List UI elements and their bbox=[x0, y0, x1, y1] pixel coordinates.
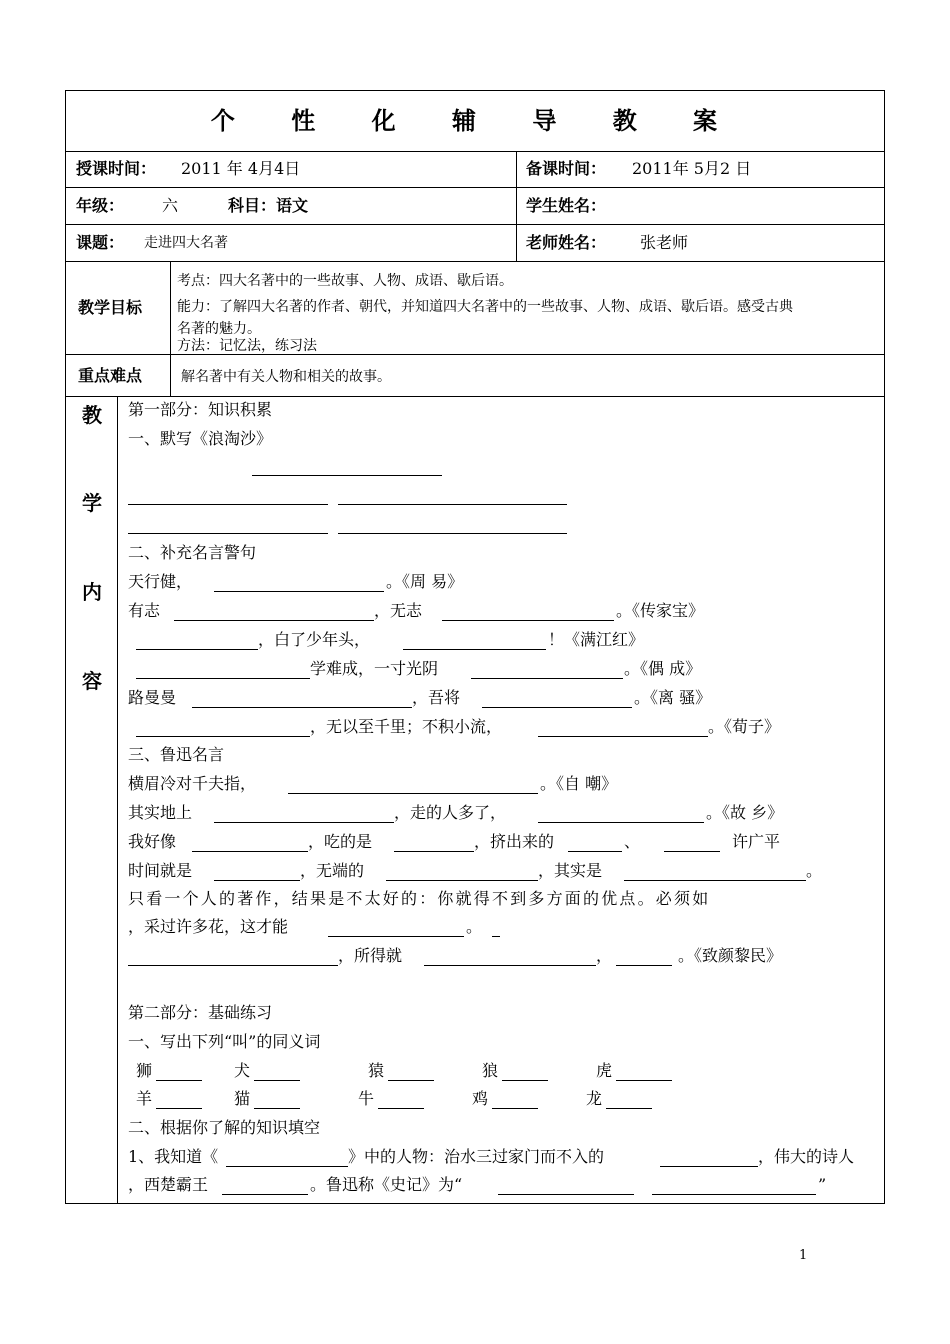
answer-blank bbox=[288, 793, 538, 794]
fill-text: 1、我知道《 bbox=[128, 1147, 219, 1166]
student-name-label: 学生姓名： bbox=[526, 196, 607, 215]
quote-source: 。《致颜黎民》 bbox=[678, 946, 783, 965]
answer-blank bbox=[128, 504, 328, 505]
answer-blank bbox=[174, 620, 374, 621]
answer-blank bbox=[606, 1108, 652, 1109]
answer-blank bbox=[192, 851, 308, 852]
quote-text: ，无志 bbox=[374, 601, 423, 620]
teach-time-label: 授课时间： bbox=[76, 159, 157, 178]
quote-text: ，吾将 bbox=[412, 688, 461, 707]
answer-blank bbox=[222, 1194, 308, 1195]
animal-label: 牛 bbox=[358, 1089, 375, 1108]
question-title: 一、写出下列“叫”的同义词 bbox=[128, 1032, 321, 1051]
prep-time-value: 2011年 5月2 日 bbox=[632, 159, 752, 178]
answer-blank bbox=[254, 1080, 300, 1081]
quote-source: 。《偶 成》 bbox=[624, 659, 702, 678]
answer-blank bbox=[378, 1108, 424, 1109]
prep-time-label: 备课时间： bbox=[526, 159, 607, 178]
answer-blank bbox=[128, 533, 328, 534]
quote-source: 。《荀子》 bbox=[708, 717, 781, 736]
row-divider bbox=[66, 396, 884, 397]
animal-label: 犬 bbox=[234, 1061, 251, 1080]
quote-text: ，走的人多了， bbox=[394, 803, 507, 822]
quote-text: 我好像 bbox=[128, 832, 177, 851]
quote-text: 只看一个人的著作，结果是不太好的：你就得不到多方面的优点。必须如 bbox=[128, 889, 711, 908]
lesson-plan-table bbox=[65, 90, 885, 1204]
goals-line: 考点：四大名著中的一些故事、人物、成语、歇后语。 bbox=[177, 273, 513, 289]
animal-label: 龙 bbox=[586, 1089, 603, 1108]
quote-text: 横眉冷对千夫指， bbox=[128, 774, 257, 793]
answer-blank bbox=[386, 880, 538, 881]
quote-text: ，所得就 bbox=[338, 946, 403, 965]
topic-value: 走进四大名著 bbox=[144, 235, 228, 251]
quote-text: 。 bbox=[466, 917, 483, 936]
goals-line: 方法：记忆法，练习法 bbox=[177, 338, 317, 354]
quote-text: ，无端的 bbox=[300, 861, 365, 880]
quote-source: 。《自 嘲》 bbox=[540, 774, 618, 793]
answer-blank bbox=[338, 533, 567, 534]
question-title: 二、根据你了解的知识填空 bbox=[128, 1118, 321, 1137]
answer-blank bbox=[156, 1108, 202, 1109]
row-divider bbox=[66, 151, 884, 152]
grade-label: 年级： bbox=[76, 196, 125, 215]
answer-blank bbox=[482, 707, 632, 708]
answer-blank bbox=[538, 736, 708, 737]
subject-label: 科目：语文 bbox=[228, 196, 309, 215]
goals-line: 能力：了解四大名著的作者、朝代，并知道四大名著中的一些故事、人物、成语、歇后语。感受古典 bbox=[177, 299, 793, 315]
animal-label: 羊 bbox=[136, 1089, 153, 1108]
column-divider bbox=[117, 396, 118, 1203]
teacher-name-value: 张老师 bbox=[640, 233, 689, 252]
quote-text: 时间就是 bbox=[128, 861, 193, 880]
answer-blank bbox=[156, 1080, 202, 1081]
teacher-name-label: 老师姓名： bbox=[526, 233, 607, 252]
quote-text: ， bbox=[596, 946, 613, 965]
quote-text: ，无以至千里；不积小流， bbox=[310, 717, 503, 736]
part2-title: 第二部分：基础练习 bbox=[128, 1003, 273, 1022]
quote-source: 。《周 易》 bbox=[386, 572, 464, 591]
question-title: 二、补充名言警句 bbox=[128, 543, 257, 562]
topic-label: 课题： bbox=[76, 233, 125, 252]
answer-blank bbox=[538, 822, 704, 823]
column-divider bbox=[170, 261, 171, 396]
row-divider bbox=[66, 187, 884, 188]
answer-blank bbox=[394, 851, 474, 852]
fill-text: 》中的人物：治水三过家门而不入的 bbox=[348, 1147, 605, 1166]
answer-blank bbox=[616, 965, 672, 966]
teach-time-value: 2011 年 4月4日 bbox=[181, 159, 301, 178]
part1-title: 第一部分：知识积累 bbox=[128, 400, 273, 419]
answer-blank bbox=[252, 475, 442, 476]
row-divider bbox=[66, 261, 884, 262]
fill-text: ” bbox=[818, 1175, 827, 1194]
animal-label: 猫 bbox=[234, 1089, 251, 1108]
goals-line: 名著的魅力。 bbox=[177, 321, 261, 337]
answer-blank bbox=[492, 1108, 538, 1109]
quote-source: 。《故 乡》 bbox=[706, 803, 784, 822]
answer-blank bbox=[664, 851, 720, 852]
answer-blank bbox=[338, 504, 567, 505]
answer-blank bbox=[498, 1194, 634, 1195]
animal-label: 猿 bbox=[368, 1061, 385, 1080]
animal-label: 鸡 bbox=[472, 1089, 489, 1108]
animal-label: 狮 bbox=[136, 1061, 153, 1080]
quote-text: 路曼曼 bbox=[128, 688, 177, 707]
question-title: 三、鲁迅名言 bbox=[128, 745, 225, 764]
answer-blank bbox=[254, 1108, 300, 1109]
page-number: 1 bbox=[799, 1248, 808, 1263]
quote-source: ！《满江红》 bbox=[548, 630, 645, 649]
quote-text: 天行健， bbox=[128, 572, 193, 591]
answer-blank bbox=[328, 936, 464, 937]
animal-label: 虎 bbox=[596, 1061, 613, 1080]
answer-blank bbox=[424, 965, 596, 966]
answer-blank bbox=[624, 880, 806, 881]
answer-blank bbox=[136, 736, 310, 737]
answer-blank bbox=[128, 965, 338, 966]
animal-label: 狼 bbox=[482, 1061, 499, 1080]
column-divider bbox=[516, 151, 517, 261]
quote-text: 有志 bbox=[128, 601, 161, 620]
document-title: 个 性 化 辅 导 教 案 bbox=[210, 107, 742, 135]
answer-blank bbox=[214, 880, 300, 881]
question-title: 一、默写《浪淘沙》 bbox=[128, 429, 273, 448]
goals-label: 教学目标 bbox=[78, 298, 143, 317]
answer-blank bbox=[136, 678, 310, 679]
side-char: 容 bbox=[82, 669, 102, 693]
answer-blank bbox=[492, 936, 500, 937]
answer-blank bbox=[471, 678, 623, 679]
row-divider bbox=[66, 224, 884, 225]
grade-value: 六 bbox=[162, 196, 179, 215]
answer-blank bbox=[660, 1166, 758, 1167]
answer-blank bbox=[214, 591, 384, 592]
answer-blank bbox=[214, 822, 394, 823]
answer-blank bbox=[652, 1194, 816, 1195]
side-char: 教 bbox=[82, 403, 102, 427]
side-char: 内 bbox=[82, 580, 102, 604]
side-char: 学 bbox=[82, 491, 102, 515]
quote-text: ，白了少年头， bbox=[258, 630, 371, 649]
quote-text: ，采过许多花，这才能 bbox=[128, 917, 289, 936]
quote-text: 其实地上 bbox=[128, 803, 193, 822]
quote-source: 。《离 骚》 bbox=[634, 688, 712, 707]
answer-blank bbox=[226, 1166, 348, 1167]
answer-blank bbox=[136, 649, 258, 650]
answer-blank bbox=[388, 1080, 434, 1081]
quote-text: ，其实是 bbox=[538, 861, 603, 880]
quote-text: 。 bbox=[806, 861, 823, 880]
answer-blank bbox=[192, 707, 412, 708]
answer-blank bbox=[616, 1080, 672, 1081]
key-points-label: 重点难点 bbox=[78, 366, 143, 385]
fill-text: ，伟大的诗人 bbox=[758, 1147, 855, 1166]
quote-text: ，吃的是 bbox=[308, 832, 373, 851]
quote-text: ，挤出来的 bbox=[474, 832, 555, 851]
quote-text: 学难成，一寸光阴 bbox=[310, 659, 439, 678]
answer-blank bbox=[442, 620, 614, 621]
quote-source: 许广平 bbox=[732, 832, 781, 851]
answer-blank bbox=[502, 1080, 548, 1081]
quote-source: 。《传家宝》 bbox=[616, 601, 705, 620]
answer-blank bbox=[568, 851, 622, 852]
answer-blank bbox=[403, 649, 546, 650]
fill-text: 。鲁迅称《史记》为“ bbox=[310, 1175, 463, 1194]
quote-text: 、 bbox=[624, 832, 641, 851]
fill-text: ，西楚霸王 bbox=[128, 1175, 209, 1194]
key-points-text: 解名著中有关人物和相关的故事。 bbox=[181, 369, 391, 385]
